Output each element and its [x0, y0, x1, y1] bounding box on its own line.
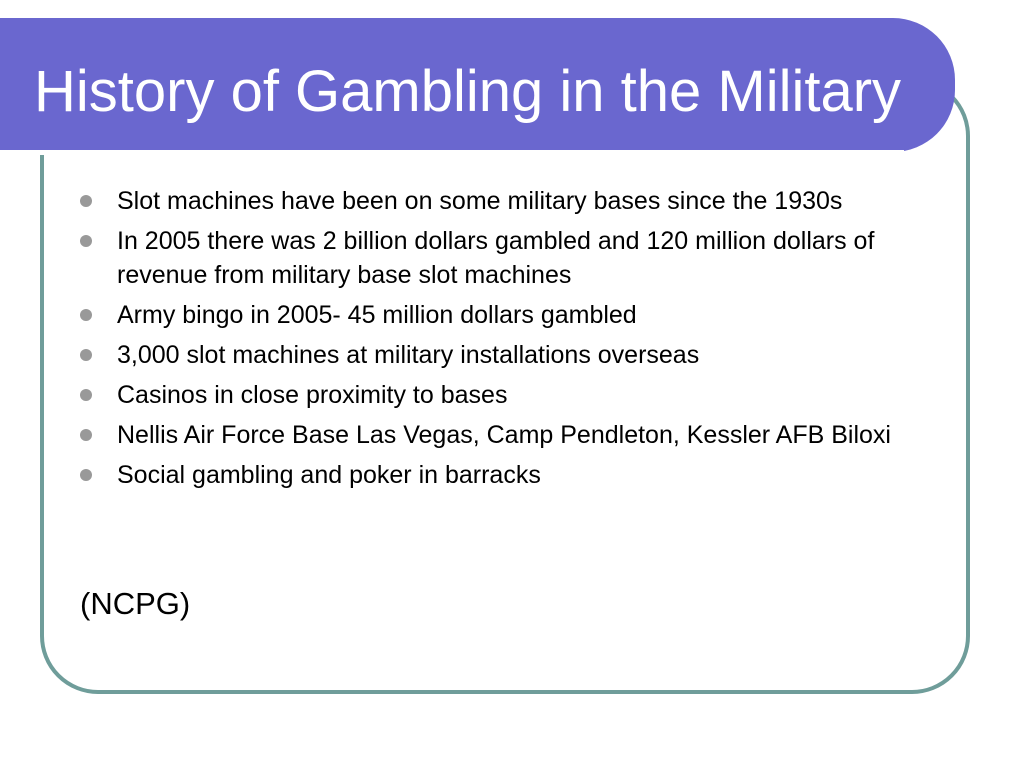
bullet-list — [80, 184, 960, 498]
bullet-dot-icon — [80, 349, 92, 361]
bullet-text: Slot machines have been on some military bases since the 1930s — [117, 187, 843, 215]
title-bar — [0, 18, 955, 152]
bullet-item — [80, 458, 960, 492]
bullet-item — [80, 298, 960, 332]
bullet-text: Casinos in close proximity to bases — [117, 381, 508, 409]
title-underline — [0, 150, 904, 155]
source-citation: (NCPG) — [80, 586, 191, 621]
bullet-item — [80, 378, 960, 412]
slide-title: History of Gambling in the Military — [34, 59, 902, 124]
bullet-item — [80, 224, 960, 292]
bullet-dot-icon — [80, 195, 92, 207]
bullet-text: Nellis Air Force Base Las Vegas, Camp Pendleton, Kessler AFB Biloxi — [117, 421, 891, 449]
bullet-text: 3,000 slot machines at military installations overseas — [117, 341, 700, 369]
bullet-item — [80, 338, 960, 372]
bullet-item — [80, 418, 960, 452]
bullet-dot-icon — [80, 235, 92, 247]
bullet-text: In 2005 there was 2 billion dollars gambled and 120 million dollars of revenue from military base slot machines — [117, 227, 875, 289]
bullet-dot-icon — [80, 429, 92, 441]
bullet-dot-icon — [80, 389, 92, 401]
bullet-dot-icon — [80, 309, 92, 321]
bullet-text: Social gambling and poker in barracks — [117, 461, 541, 489]
bullet-dot-icon — [80, 469, 92, 481]
bullet-item — [80, 184, 960, 218]
bullet-text: Army bingo in 2005- 45 million dollars gambled — [117, 301, 637, 329]
